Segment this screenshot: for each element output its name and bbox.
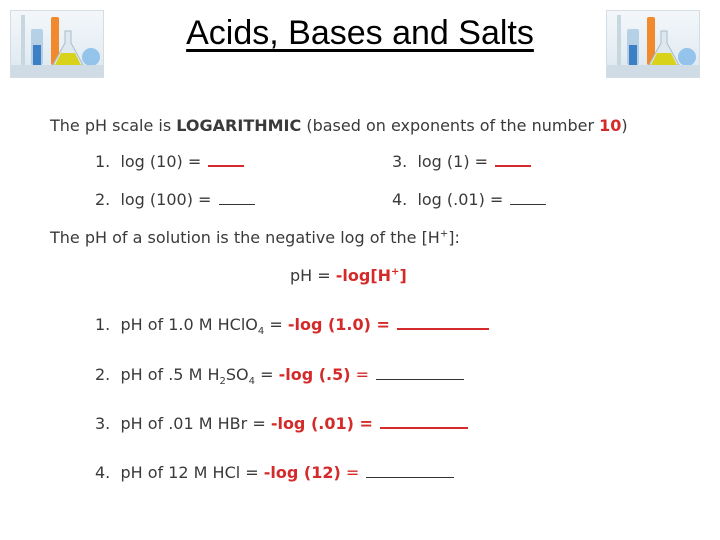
formula-lhs: pH =: [290, 266, 336, 285]
log-question-3: [392, 152, 531, 171]
equals: =: [350, 365, 370, 384]
problem-2: [95, 365, 464, 387]
equals: =: [255, 365, 279, 384]
definition-line: [50, 228, 460, 247]
problem-text: pH of .5 M H: [120, 365, 220, 384]
item-number: 2.: [95, 365, 111, 384]
answer-blank[interactable]: [495, 164, 531, 167]
subscript: 2: [219, 376, 226, 388]
problem-text: pH of .01 M HBr =: [120, 414, 271, 433]
definition-end: ]:: [448, 228, 460, 247]
ph-formula: [290, 266, 407, 285]
intro-close: ): [621, 116, 628, 135]
intro-text: The pH scale is: [50, 116, 177, 135]
lab-glassware-image-right: [606, 10, 700, 78]
answer-blank[interactable]: [510, 203, 546, 205]
log-question-4: [392, 190, 546, 209]
problem-text: pH of 12 M HCl =: [120, 463, 264, 482]
answer-blank[interactable]: [208, 164, 244, 167]
equals: =: [340, 463, 360, 482]
log-expression: log (10) =: [120, 152, 202, 171]
calculation: -log (.01) =: [270, 414, 373, 433]
subscript: 4: [257, 326, 265, 338]
answer-blank[interactable]: [219, 203, 255, 205]
item-number: 4.: [392, 190, 408, 209]
answer-blank[interactable]: [376, 378, 464, 380]
problem-1: [95, 315, 489, 337]
answer-blank[interactable]: [366, 476, 454, 478]
subscript: 4: [248, 376, 255, 388]
superscript: +: [439, 228, 449, 240]
calculation: -log (.5): [278, 365, 351, 384]
log-expression: log (.01) =: [417, 190, 504, 209]
formula-rhs: -log[H+]: [335, 266, 407, 285]
log-question-2: [95, 190, 255, 209]
item-number: 3.: [392, 152, 408, 171]
intro-text-2: (based on exponents of the number: [301, 116, 600, 135]
problem-3: [95, 414, 468, 433]
definition-text: The pH of a solution is the negative log of the [H: [50, 228, 440, 247]
base-number: 10: [599, 116, 622, 135]
lab-glassware-image-left: [10, 10, 104, 78]
item-number: 3.: [95, 414, 111, 433]
answer-blank[interactable]: [397, 327, 489, 330]
logarithmic-emphasis: LOGARITHMIC: [176, 116, 302, 135]
log-expression: log (100) =: [120, 190, 212, 209]
page-title: Acids, Bases and Salts: [186, 14, 534, 52]
item-number: 1.: [95, 152, 111, 171]
intro-line: [50, 116, 628, 135]
item-number: 1.: [95, 315, 111, 334]
log-question-1: [95, 152, 244, 171]
problem-4: [95, 463, 454, 482]
log-expression: log (1) =: [417, 152, 489, 171]
problem-text: SO: [225, 365, 249, 384]
item-number: 2.: [95, 190, 111, 209]
calculation: -log (12): [263, 463, 341, 482]
calculation: -log (1.0) =: [287, 315, 390, 334]
item-number: 4.: [95, 463, 111, 482]
answer-blank[interactable]: [380, 426, 468, 429]
problem-text: pH of 1.0 M HClO: [120, 315, 258, 334]
equals: =: [264, 315, 288, 334]
